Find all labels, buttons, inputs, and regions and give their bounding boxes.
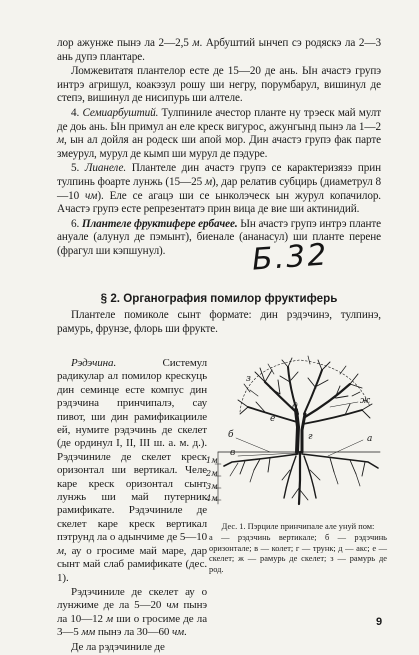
text-run: , ын ал дойля ан родеск ши апой мор. Дин ачастэ групэ фак парте змеурул, мурул де кымп ши мурул де пэдуре.: [57, 134, 381, 160]
unit: чм: [166, 599, 179, 612]
item-number: 5.: [71, 162, 80, 175]
label-v: в: [230, 448, 236, 458]
text-run: . Арбуштий ынчеп сэ родяскэ ла 2—3 ань дупэ плантаре.: [57, 37, 382, 63]
text-run: пынэ ла 10—12: [57, 599, 207, 625]
unit: м: [205, 175, 213, 188]
left-column-text: [57, 357, 207, 655]
caption-legend: а — рэдэчинь вертикале; б — рэдэчинь оризонтале; в — колет; г — трунк; д — акс; е — скелет; ж — рамурь де скелет; з — рамурь де род.: [209, 533, 387, 574]
handwritten-stamp: Б.32: [250, 237, 330, 278]
paragraph-2: Ломжевитатя плантелор есте де 15—20 де ань. Ын ачастэ групэ интрэ агришул, коакэзул рошу ши негру, порумбарул, вишинул де степэ, вишинул де нисипурь ши алтеле.: [57, 65, 381, 105]
text-run: ). Еле се агацэ ши се ынколэческ ын журул копачилор. Ачастэ групэ есте репрезентатэ прин вица де вие ши актинидий.: [57, 189, 382, 216]
text-run: , ау о гросиме май маре, дар сынт май слаб рамификате (дес. 1).: [57, 544, 207, 584]
term-lianas: Лианеле.: [84, 162, 127, 175]
paragraph-4: [57, 162, 381, 216]
text-run: Системул радикулар ал помилор крескуць дин семинце есте компус дин рэдэчина принчипалэ, сау пивот, ши дин рамификацииле ей, нумите рэдэчинь де скелет (де ординул I, II, III ш. а. м. д.). Рэдэчиниле де скелет креск оризонтал ши вертикал. Челе каре креск оризонтал сынт лунжь ши май путерник рамификате. Рэдэчиниле де скелет каре креск вертикал пэтрунд ла о адынчиме де 5—10: [57, 357, 207, 544]
paragraph-1: [57, 37, 381, 64]
label-z: з: [246, 374, 251, 384]
paragraph-3: [57, 107, 381, 161]
unit: м: [192, 37, 200, 49]
label-g: г: [308, 432, 313, 442]
paragraph-5: [57, 218, 381, 259]
caption-title: Дес. 1. Пэрциле принчипале але унуй пом:: [221, 522, 375, 531]
item-number: 6.: [71, 217, 80, 230]
root-paragraph-3: Де ла рэдэчиниле де: [71, 640, 165, 653]
figure-caption: [209, 522, 387, 575]
term-semishrubs: Семиарбуштий.: [82, 106, 159, 119]
text-run: пынэ ла 30—60: [95, 626, 172, 639]
unit: м: [106, 612, 114, 625]
depth-1m: 1м: [206, 456, 218, 465]
term-root: Рэдэчина.: [71, 357, 117, 369]
intro-paragraph: Плантеле помиколе сынт формате: дин рэдэчинэ, тулпинэ, рамурь, фрунзе, флорь ши фрукте.: [57, 309, 381, 335]
label-d: д: [292, 402, 298, 412]
label-zh: ж: [360, 396, 371, 406]
tree-illustration: [210, 352, 388, 512]
text-run: Тулпиниле ачестор планте ну трэеск май мулт де доь ань. Ын примул ан еле креск вигурос, ажунгынд пынэ ла 1—2: [57, 106, 381, 133]
unit: мм: [81, 626, 96, 639]
label-a: а: [367, 434, 373, 444]
top-text-block: [57, 37, 381, 260]
unit: чм: [85, 189, 98, 202]
text-run: лор ажунже пынэ ла 2—2,5: [57, 37, 193, 49]
text-run: .: [184, 626, 187, 639]
section-heading: § 2. Органография помилор фруктиферь: [100, 292, 338, 305]
depth-2m: 2м: [206, 469, 218, 478]
unit: м: [57, 544, 64, 557]
root-paragraph-1: [57, 357, 207, 585]
page-number: 9: [376, 616, 383, 628]
text-run: Рэдэчиниле де скелет ау о лунжиме де ла 5—20: [57, 585, 207, 612]
text-run: ), дар релатив субцирь (диаметрул 8—10: [57, 175, 381, 202]
label-b: б: [228, 430, 234, 440]
item-number: 4.: [71, 106, 80, 119]
term-herbaceous: Плантеле фруктифере ербачее.: [81, 217, 238, 230]
text-run: ши о гросиме де ла 3—5: [57, 612, 207, 639]
text-run: Плантеле дин ачастэ групэ се карактеризязэ прин тулпинь фоарте лунжь (15—25: [57, 162, 381, 188]
root-paragraph-2: [57, 586, 207, 640]
depth-3m: 3м: [206, 482, 218, 491]
text-run: Ын ачастэ групэ интрэ планте ануале (алунул де пэмынт), биенале (ананасул) ши планте перене (фрагул ши кэпшунул).: [57, 217, 381, 257]
unit: чм: [171, 626, 185, 639]
depth-4m: 4м: [206, 494, 218, 503]
tree-figure: [206, 352, 388, 512]
unit: м: [57, 134, 65, 147]
label-e: е: [270, 414, 276, 424]
